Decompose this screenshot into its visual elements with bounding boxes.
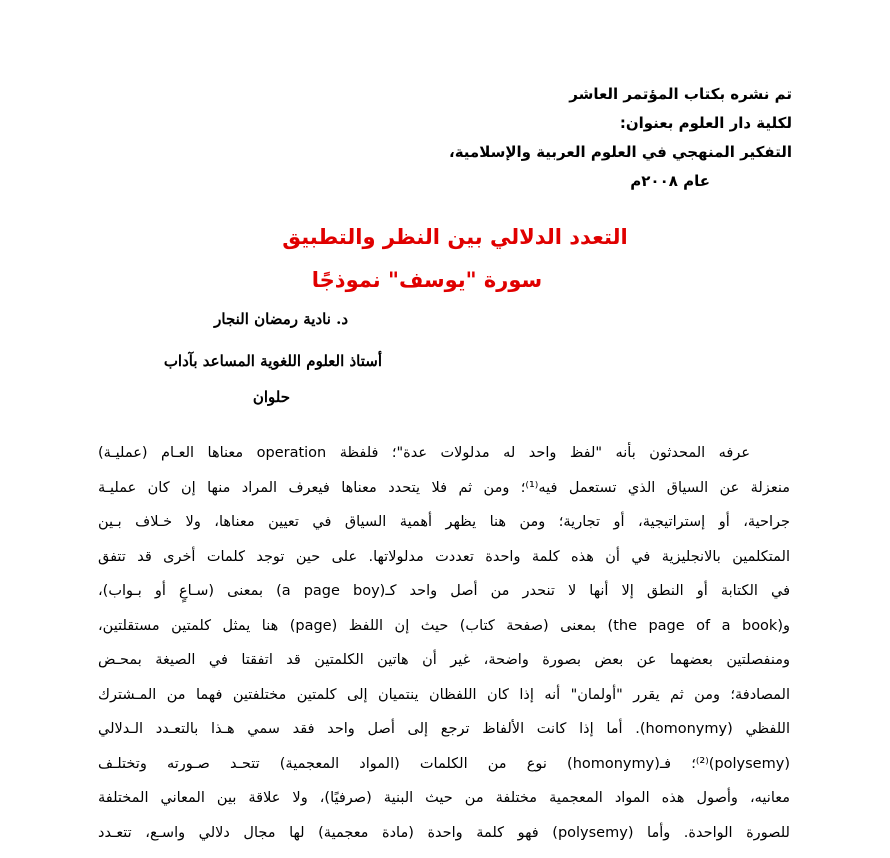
author-position: أستاذ العلوم اللغوية المساعد بآداب (163, 352, 382, 370)
publication-note (372, 80, 792, 196)
body-line: معانيه، وأصول هذه المواد المعجمية مختلفة من حيث البنية (صرفيًا)، ولا علاقة بين المعاني المختلفة (98, 790, 790, 806)
document-title: التعدد الدلالي بين النظر والتطبيق (282, 225, 628, 249)
author-name: د. نادية رمضان النجار (214, 310, 348, 328)
publication-line: التفكير المنهجي في العلوم العربية والإسلامية، (449, 143, 792, 161)
author-place: حلوان (252, 388, 290, 406)
body-line: المتكلمين بالانجليزية في أن هذه كلمة واحدة تعددت مدلولاتها. على حين توجد كلمات أخرى قد تتفق (98, 548, 790, 565)
body-line: و(the page of a book) بمعنى (صفحة كتاب) حيث إن اللفظ (page) هنا يمثل كلمتين مستقلتين، (98, 617, 790, 634)
body-line: جراحية، أو إستراتيجية، أو تجارية؛ ومن هنا يظهر أهمية السياق في تعيين معناها، ولا خـلاف بـين (98, 514, 790, 530)
publication-line: لكلية دار العلوم بعنوان: (619, 114, 792, 132)
body-line: منعزلة عن السياق الذي تستعمل فيه⁽¹⁾؛ ومن ثم فلا يتحدد معناها فيعرف المراد منها إن كان عمليـة (98, 479, 790, 496)
publication-year: عام ٢٠٠٨م (630, 172, 710, 190)
body-line: (polysemy)⁽²⁾؛ فـ(homonymy) نوع من الكلمات (المواد المعجمية) تتحـد صـورته وتختلـف (98, 755, 790, 772)
body-line: ومنفصلتين بعضهما عن بعض بصورة واضحة، غير أن هاتين الكلمتين قد اتفقتا في الصيغة بمحـض (98, 652, 790, 668)
body-line: للصورة الواحدة. وأما (polysemy) فهو كلمة واحدة (مادة معجمية) لها مجال دلالي واسـع، تتعـدد (98, 824, 790, 841)
publication-line: تم نشره بكتاب المؤتمر العاشر (569, 85, 792, 103)
body-line: في الكتابة أو النطق إلا أنها لا تنحدر من أصل واحد كـ(a page boy) بمعنى (سـاعٍ أو بـواب)، (98, 583, 790, 599)
document-subtitle: سورة "يوسف" نموذجًا (311, 268, 543, 292)
body-text (98, 436, 790, 850)
body-line: المصادفة؛ ومن ثم يقرر "أولمان" أنه إذا كان اللفظان ينتميان إلى كلمتين مختلفتين فهما من المـشترك (98, 686, 790, 703)
body-line: عرفه المحدثون بأنه "لفظ واحد له مدلولات عدة"؛ فلفظة operation معناها العـام (عمليـة) (98, 445, 750, 461)
body-line: اللفظي (homonymy). أما إذا كانت الألفاظ ترجع إلى أصل واحد فقد سمي هـذا بالتعـدد الـدلالي (98, 721, 790, 737)
